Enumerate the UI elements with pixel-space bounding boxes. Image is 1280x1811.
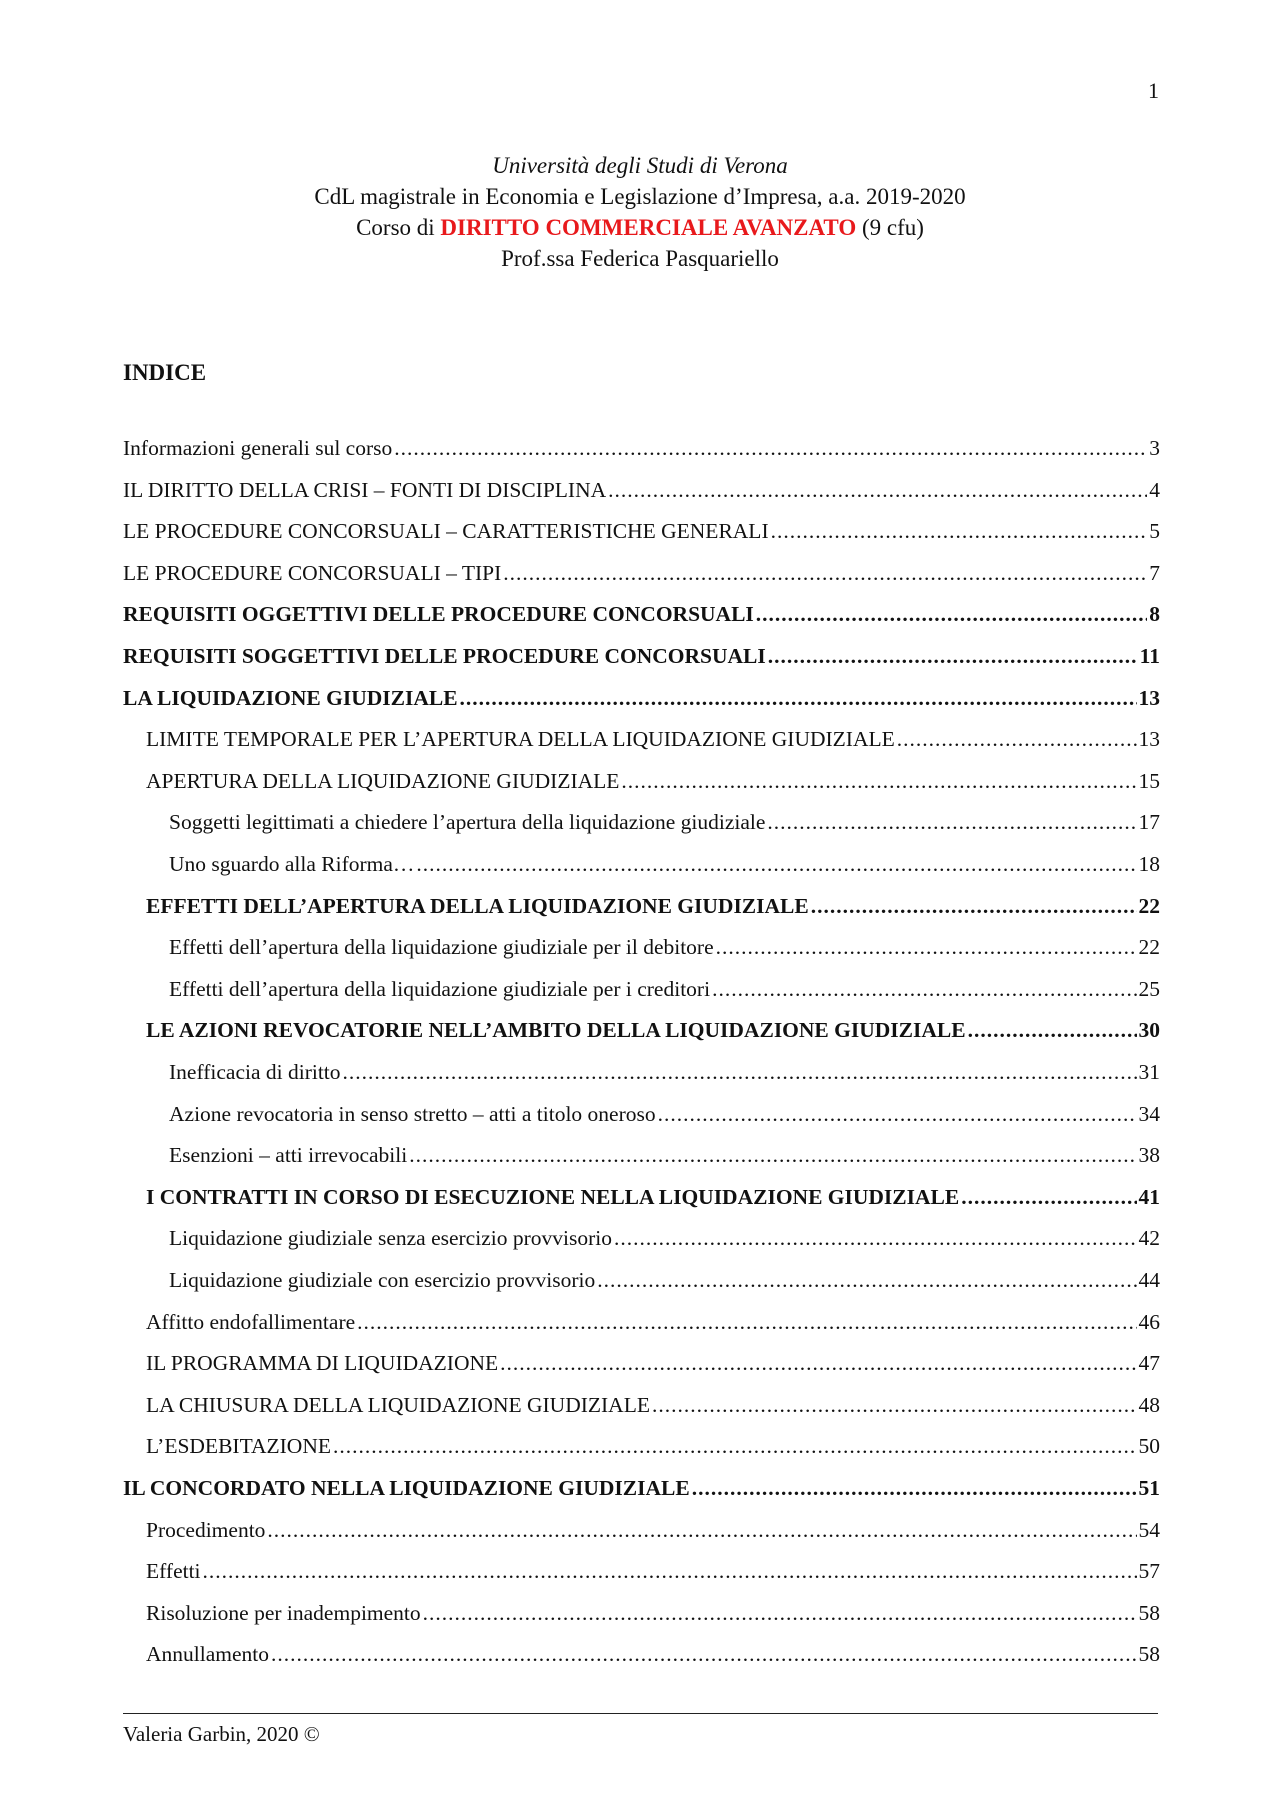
toc-entry-label: Risoluzione per inadempimento <box>146 1600 421 1625</box>
toc-leader-dots <box>767 810 1136 835</box>
toc-entry-label: Effetti <box>146 1559 201 1584</box>
toc-entry[interactable] <box>169 935 1160 965</box>
toc-entry-page: 17 <box>1138 810 1160 835</box>
toc-entry[interactable] <box>169 1226 1160 1256</box>
toc-entry-label: Azione revocatoria in senso stretto – atti a titolo oneroso <box>169 1101 656 1126</box>
toc-entry[interactable] <box>146 894 1160 924</box>
toc-entry-label: Liquidazione giudiziale senza esercizio provvisorio <box>169 1226 612 1251</box>
toc-entry[interactable] <box>146 1351 1160 1381</box>
toc-entry-page: 30 <box>1138 1018 1160 1043</box>
toc-entry-label: Procedimento <box>146 1517 266 1542</box>
toc-entry-label: EFFETTI DELL’APERTURA DELLA LIQUIDAZIONE GIUDIZIALE <box>146 893 809 918</box>
toc-entry-page: 46 <box>1138 1309 1160 1334</box>
toc-entry-label: Inefficacia di diritto <box>169 1060 341 1084</box>
toc-entry-page: 15 <box>1138 768 1160 793</box>
toc-entry-page: 50 <box>1138 1434 1160 1459</box>
toc-entry[interactable] <box>169 977 1160 1007</box>
toc-entry-label: LE PROCEDURE CONCORSUALI – CARATTERISTICHE GENERALI <box>123 519 769 544</box>
toc-leader-dots <box>897 727 1137 752</box>
toc-leader-dots <box>716 935 1137 960</box>
toc-leader-dots <box>658 1102 1137 1127</box>
toc-entry[interactable] <box>146 1601 1160 1631</box>
toc-entry[interactable] <box>146 1434 1160 1464</box>
toc-title: INDICE <box>123 360 207 385</box>
toc-entry[interactable] <box>146 1393 1160 1423</box>
professor-name: Prof.ssa Federica Pasquariello <box>501 246 779 271</box>
toc-leader-dots <box>756 602 1147 627</box>
toc-leader-dots <box>614 1226 1137 1251</box>
toc-leader-dots <box>357 1310 1136 1335</box>
degree-program: CdL magistrale in Economia e Legislazione d’Impresa, a.a. 2019-2020 <box>314 184 966 209</box>
toc-leader-dots <box>968 1018 1137 1043</box>
toc-entry-label: REQUISITI SOGGETTIVI DELLE PROCEDURE CONCORSUALI <box>123 644 766 668</box>
toc-entry-label: Effetti dell’apertura della liquidazione giudiziale per il debitore <box>169 935 714 960</box>
toc-entry[interactable] <box>123 561 1160 591</box>
toc-entry-label: Liquidazione giudiziale con esercizio provvisorio <box>169 1268 596 1292</box>
toc-leader-dots <box>692 1476 1137 1501</box>
toc-entry[interactable] <box>169 810 1160 840</box>
toc-leader-dots <box>811 894 1137 919</box>
toc-entry-page: 44 <box>1138 1268 1160 1292</box>
toc-entry-page: 5 <box>1149 519 1160 544</box>
toc-entry-label: Annullamento <box>146 1642 270 1667</box>
toc-entry-label: Informazioni generali sul corso <box>123 436 393 460</box>
toc-entry-page: 42 <box>1138 1226 1160 1251</box>
toc-entry-page: 47 <box>1138 1351 1160 1376</box>
course-credits: (9 cfu) <box>861 215 924 240</box>
toc-entry-label: IL PROGRAMMA DI LIQUIDAZIONE <box>146 1351 499 1376</box>
toc-entry-label: Esenzioni – atti irrevocabili <box>169 1143 408 1168</box>
toc-entry-page: 58 <box>1138 1600 1160 1625</box>
toc-entry-label: REQUISITI OGGETTIVI DELLE PROCEDURE CONCORSUALI <box>123 602 754 627</box>
toc-entry-label: LA LIQUIDAZIONE GIUDIZIALE <box>123 685 458 710</box>
toc-entry-page: 22 <box>1138 893 1160 918</box>
toc-entry-page: 58 <box>1138 1642 1160 1667</box>
toc-entry-page: 38 <box>1138 1143 1160 1168</box>
toc-entry[interactable] <box>169 1268 1160 1298</box>
toc-entry[interactable] <box>123 436 1160 466</box>
toc-leader-dots <box>343 1060 1137 1085</box>
toc-leader-dots <box>768 644 1138 669</box>
course-line <box>0 212 1280 243</box>
toc-entry[interactable] <box>123 478 1160 508</box>
toc-leader-dots <box>394 436 1147 461</box>
toc-entry[interactable] <box>169 1060 1160 1090</box>
toc-entry-page: 31 <box>1138 1060 1160 1084</box>
toc-entry[interactable] <box>146 1518 1160 1548</box>
page-number: 1 <box>1148 78 1159 103</box>
toc-entry-page: 3 <box>1149 436 1160 460</box>
toc-entry[interactable] <box>146 769 1160 799</box>
toc-entry-page: 13 <box>1138 685 1160 710</box>
toc-entry-page: 22 <box>1138 935 1160 960</box>
toc-entry-page: 13 <box>1138 727 1160 752</box>
toc-entry[interactable] <box>123 644 1160 674</box>
university-name: Università degli Studi di Verona <box>492 153 788 178</box>
toc-entry-label: Affitto endofallimentare <box>146 1309 356 1334</box>
toc-entry[interactable] <box>146 1185 1160 1215</box>
toc-entry[interactable] <box>123 602 1160 632</box>
toc-entry[interactable] <box>146 1310 1160 1340</box>
toc-leader-dots <box>597 1268 1136 1293</box>
toc-leader-dots <box>416 852 1136 877</box>
toc-entry-page: 8 <box>1149 602 1160 627</box>
toc-entry-label: L’ESDEBITAZIONE <box>146 1434 331 1459</box>
document-header <box>0 150 1280 274</box>
toc-entry[interactable] <box>169 1102 1160 1132</box>
toc-entry-page: 7 <box>1149 560 1160 585</box>
toc-entry-page: 34 <box>1138 1101 1160 1126</box>
toc-entry-page: 25 <box>1138 976 1160 1001</box>
toc-entry[interactable] <box>146 1642 1160 1672</box>
toc-leader-dots <box>500 1351 1136 1376</box>
toc-leader-dots <box>333 1434 1137 1459</box>
toc-entry[interactable] <box>169 1143 1160 1173</box>
course-name: DIRITTO COMMERCIALE AVANZATO <box>440 215 857 240</box>
toc-leader-dots <box>771 519 1148 544</box>
footer-text: Valeria Garbin, 2020 © <box>123 1722 320 1746</box>
toc-entry[interactable] <box>146 1018 1160 1048</box>
toc-entry[interactable] <box>169 852 1160 882</box>
toc-entry-label: Effetti dell’apertura della liquidazione giudiziale per i creditori <box>169 976 711 1001</box>
toc-entry-label: Soggetti legittimati a chiedere l’apertura della liquidazione giudiziale <box>169 810 766 835</box>
toc-entry[interactable] <box>123 1476 1160 1506</box>
toc-leader-dots <box>203 1559 1137 1584</box>
course-prefix: Corso di <box>356 215 435 240</box>
toc-entry-page: 18 <box>1138 852 1160 876</box>
toc-leader-dots <box>621 769 1136 794</box>
toc-leader-dots <box>460 686 1137 711</box>
toc-leader-dots <box>961 1185 1136 1210</box>
toc-leader-dots <box>503 561 1147 586</box>
toc-entry-label: LE PROCEDURE CONCORSUALI – TIPI <box>123 560 502 585</box>
toc-entry-page: 4 <box>1149 477 1160 502</box>
toc-leader-dots <box>409 1143 1136 1168</box>
toc-entry[interactable] <box>146 1559 1160 1589</box>
toc-leader-dots <box>712 977 1136 1002</box>
toc-entry-page: 11 <box>1139 644 1160 668</box>
toc-entry-page: 57 <box>1138 1559 1160 1584</box>
toc-entry-label: LIMITE TEMPORALE PER L’APERTURA DELLA LIQUIDAZIONE GIUDIZIALE <box>146 727 895 752</box>
toc-entry-page: 48 <box>1138 1392 1160 1417</box>
toc-entry-label: IL CONCORDATO NELLA LIQUIDAZIONE GIUDIZIALE <box>123 1476 690 1500</box>
toc-leader-dots <box>652 1393 1137 1418</box>
toc-entry-label: IL DIRITTO DELLA CRISI – FONTI DI DISCIPLINA <box>123 477 607 502</box>
toc-leader-dots <box>423 1601 1137 1626</box>
footer-divider <box>123 1713 1158 1714</box>
toc-entry-page: 51 <box>1138 1476 1160 1500</box>
toc-leader-dots <box>271 1642 1136 1667</box>
toc-entry-label: I CONTRATTI IN CORSO DI ESECUZIONE NELLA LIQUIDAZIONE GIUDIZIALE <box>146 1184 960 1209</box>
toc-entry[interactable] <box>146 727 1160 757</box>
toc-entry-label: LA CHIUSURA DELLA LIQUIDAZIONE GIUDIZIALE <box>146 1392 650 1417</box>
toc-entry-label: Uno sguardo alla Riforma… <box>169 852 415 876</box>
toc-entry-label: LE AZIONI REVOCATORIE NELL’AMBITO DELLA LIQUIDAZIONE GIUDIZIALE <box>146 1018 966 1043</box>
toc-entry-label: APERTURA DELLA LIQUIDAZIONE GIUDIZIALE <box>146 768 620 793</box>
toc-leader-dots <box>267 1518 1136 1543</box>
toc-entry[interactable] <box>123 519 1160 549</box>
toc-entry-page: 54 <box>1138 1517 1160 1542</box>
toc-entry-page: 41 <box>1138 1184 1160 1209</box>
toc-leader-dots <box>608 478 1147 503</box>
toc-entry[interactable] <box>123 686 1160 716</box>
